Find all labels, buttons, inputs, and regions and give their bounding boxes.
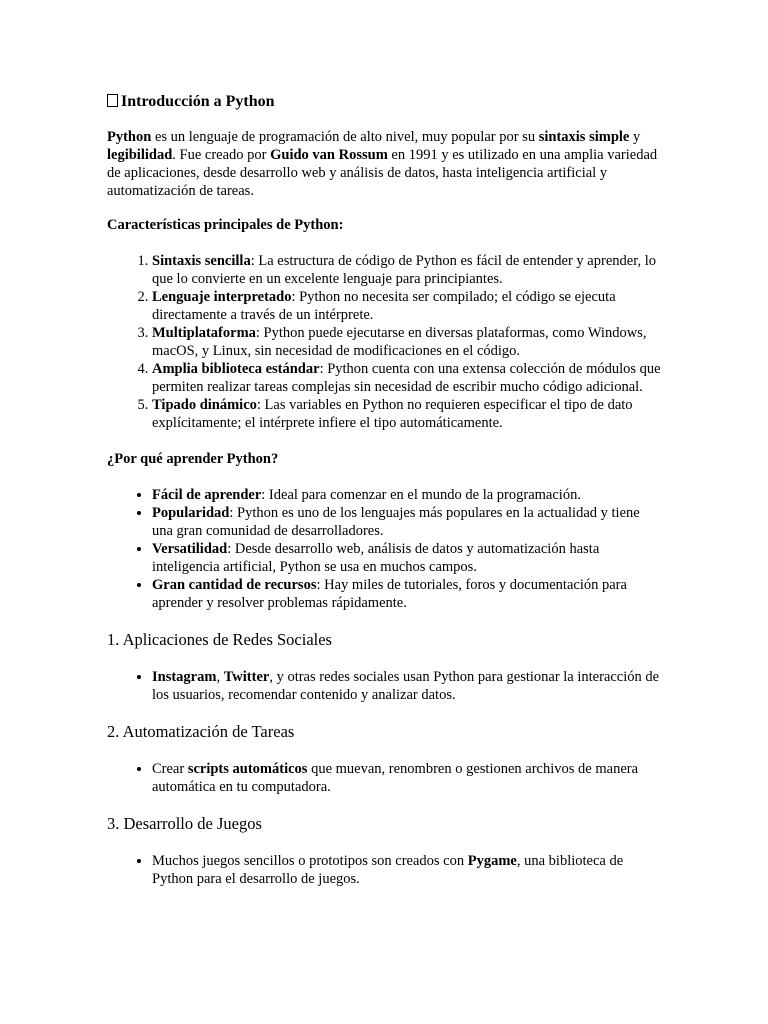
- intro-text: . Fue creado por: [172, 147, 271, 163]
- document-content: [107, 92, 663, 906]
- why-list: [107, 486, 663, 612]
- intro-bold-readability: legibilidad: [107, 147, 173, 163]
- list-item-title: Lenguaje interpretado: [152, 289, 292, 305]
- list-item: [152, 360, 663, 396]
- glyph-box-icon: [107, 94, 118, 107]
- list-item-text: : Hay miles de tutoriales, foros y documentación para aprender y resolver problemas rápidamente.: [152, 577, 627, 611]
- list-item-text: Crear: [152, 761, 188, 777]
- intro-bold-syntax: sintaxis simple: [538, 129, 630, 145]
- bold-scripts: scripts automáticos: [187, 761, 308, 777]
- list-item-text: , una biblioteca de Python para el desarrollo de juegos.: [152, 853, 624, 887]
- list-item-title: Amplia biblioteca estándar: [152, 361, 320, 377]
- list-item-text: : Ideal para comenzar en el mundo de la programación.: [261, 487, 581, 503]
- list-item-title: Popularidad: [152, 505, 230, 521]
- bold-instagram: Instagram: [152, 669, 217, 685]
- automation-list: [107, 760, 663, 796]
- list-item-text: que muevan, renombren o gestionen archivos de manera automática en tu computadora.: [152, 761, 639, 795]
- list-item-text: : Python puede ejecutarse en diversas plataformas, como Windows, macOS, y Linux, sin necesidad de modificaciones en el código.: [152, 325, 647, 359]
- list-item: [152, 540, 663, 576]
- list-item: [152, 504, 663, 540]
- list-item: [152, 486, 663, 504]
- list-item-title: Multiplataforma: [152, 325, 256, 341]
- list-item: [152, 396, 663, 432]
- list-item-text: : Python cuenta con una extensa colección de módulos que permiten realizar tareas complejas sin necesidad de escribir mucho código adicional.: [152, 361, 661, 395]
- list-item-text: Muchos juegos sencillos o prototipos son creados con: [152, 853, 468, 869]
- list-item-text: : La estructura de código de Python es fácil de entender y aprender, lo que lo convierte en un excelente lenguaje para principiantes.: [152, 253, 656, 287]
- section-heading-automation: 2. Automatización de Tareas: [107, 722, 295, 741]
- list-item: [152, 324, 663, 360]
- section-heading-social: 1. Aplicaciones de Redes Sociales: [107, 630, 332, 649]
- list-item: [152, 852, 663, 888]
- features-list: [107, 252, 663, 432]
- intro-text: y: [629, 129, 641, 145]
- intro-paragraph: [107, 128, 663, 200]
- social-list: [107, 668, 663, 704]
- bold-twitter: Twitter: [223, 669, 270, 685]
- intro-bold-python: Python: [107, 129, 152, 145]
- list-item-title: Sintaxis sencilla: [152, 253, 251, 269]
- list-item-text: : Desde desarrollo web, análisis de datos y automatización hasta inteligencia artificial, Python se usa en muchos campos.: [152, 541, 600, 575]
- intro-bold-author: Guido van Rossum: [270, 147, 388, 163]
- section-heading-games: 3. Desarrollo de Juegos: [107, 814, 262, 833]
- page-title-text: Introducción a Python: [121, 93, 275, 110]
- features-heading: Características principales de Python:: [107, 217, 344, 233]
- list-item: [152, 668, 663, 704]
- list-item: [152, 760, 663, 796]
- list-item: [152, 252, 663, 288]
- list-item-text: : Python es uno de los lenguajes más populares en la actualidad y tiene una gran comunidad de desarrolladores.: [152, 505, 640, 539]
- intro-text: en 1991 y es utilizado en una amplia variedad de aplicaciones, desde desarrollo web y análisis de datos, hasta inteligencia artificial y automatización de tareas.: [107, 147, 658, 199]
- list-item-text: : Python no necesita ser compilado; el código se ejecuta directamente a través de un intérprete.: [152, 289, 616, 323]
- list-item: [152, 576, 663, 612]
- page-title: [107, 92, 663, 112]
- list-item-title: Tipado dinámico: [152, 397, 257, 413]
- list-item-text: : Las variables en Python no requieren especificar el tipo de dato explícitamente; el intérprete infiere el tipo automáticamente.: [152, 397, 633, 431]
- intro-text: es un lenguaje de programación de alto nivel, muy popular por su: [151, 129, 539, 145]
- bold-pygame: Pygame: [467, 853, 517, 869]
- list-item-title: Gran cantidad de recursos: [152, 577, 317, 593]
- why-heading: ¿Por qué aprender Python?: [107, 451, 279, 467]
- list-item: [152, 288, 663, 324]
- list-item-text: , y otras redes sociales usan Python para gestionar la interacción de los usuarios, recomendar contenido y analizar datos.: [152, 669, 660, 703]
- list-item-text: ,: [216, 669, 224, 685]
- list-item-title: Fácil de aprender: [152, 487, 262, 503]
- list-item-title: Versatilidad: [152, 541, 228, 557]
- games-list: [107, 852, 663, 888]
